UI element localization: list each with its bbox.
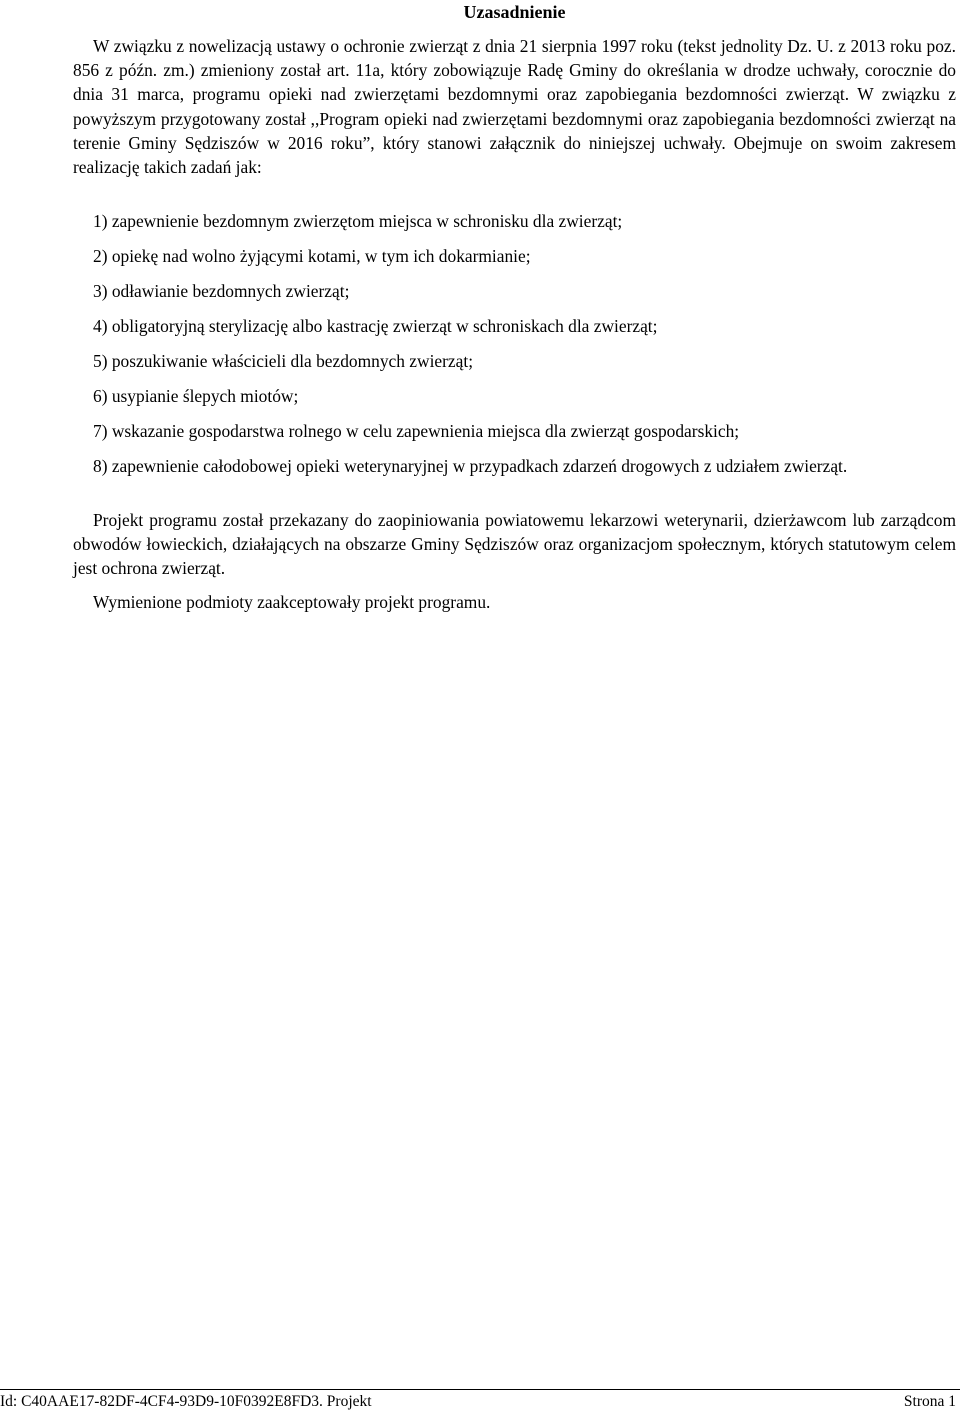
document-title: Uzasadnienie	[463, 2, 566, 22]
list-item: 1) zapewnienie bezdomnym zwierzętom miejsca w schronisku dla zwierząt;	[93, 211, 623, 231]
list-item: 4) obligatoryjną sterylizację albo kastrację zwierząt w schroniskach dla zwierząt;	[93, 316, 658, 336]
acceptance-paragraph: Wymienione podmioty zaakceptowały projekt programu.	[93, 592, 491, 612]
task-list	[73, 209, 956, 489]
list-item: 7) wskazanie gospodarstwa rolnego w celu zapewnienia miejsca dla zwierząt gospodarskich;	[93, 421, 740, 441]
consultation-paragraph: Projekt programu został przekazany do zaopiniowania powiatowemu lekarzowi weterynarii, dzierżawcom lub zarządcom obwodów łowieckich, działających na obszarze Gminy Sędziszów oraz organizacjom społecznym, których statutowym celem jest ochrona zwierząt.	[73, 510, 956, 579]
list-item: 8) zapewnienie całodobowej opieki weterynaryjnej w przypadkach zdarzeń drogowych z udziałem zwierząt.	[93, 456, 848, 476]
intro-paragraph: W związku z nowelizacją ustawy o ochronie zwierząt z dnia 21 sierpnia 1997 roku (tekst jednolity Dz. U. z 2013 roku poz. 856 z późn. zm.) zmieniony został art. 11a, który zobowiązuje Radę Gminy do określania w drodze uchwały, corocznie do dnia 31 marca, programu opieki nad zwierzętami bezdomnymi oraz zapobiegania bezdomności zwierząt. W związku z powyższym przygotowany został ,,Program opieki nad zwierzętami bezdomnymi oraz zapobiegania bezdomności zwierząt na terenie Gminy Sędziszów w 2016 roku”, który stanowi załącznik do niniejszej uchwały. Obejmuje on swoim zakresem realizację takich zadań jak:	[73, 36, 956, 178]
footer-page-number: Strona 1	[903, 1393, 956, 1410]
list-item: 6) usypianie ślepych miotów;	[93, 386, 299, 406]
list-item: 5) poszukiwanie właścicieli dla bezdomnych zwierząt;	[93, 351, 474, 371]
footer-divider	[0, 1389, 960, 1390]
list-item: 3) odławianie bezdomnych zwierząt;	[93, 281, 350, 301]
footer-document-id: Id: C40AAE17-82DF-4CF4-93D9-10F0392E8FD3. Projekt	[0, 1393, 372, 1410]
list-item: 2) opiekę nad wolno żyjącymi kotami, w tym ich dokarmianie;	[93, 246, 531, 266]
